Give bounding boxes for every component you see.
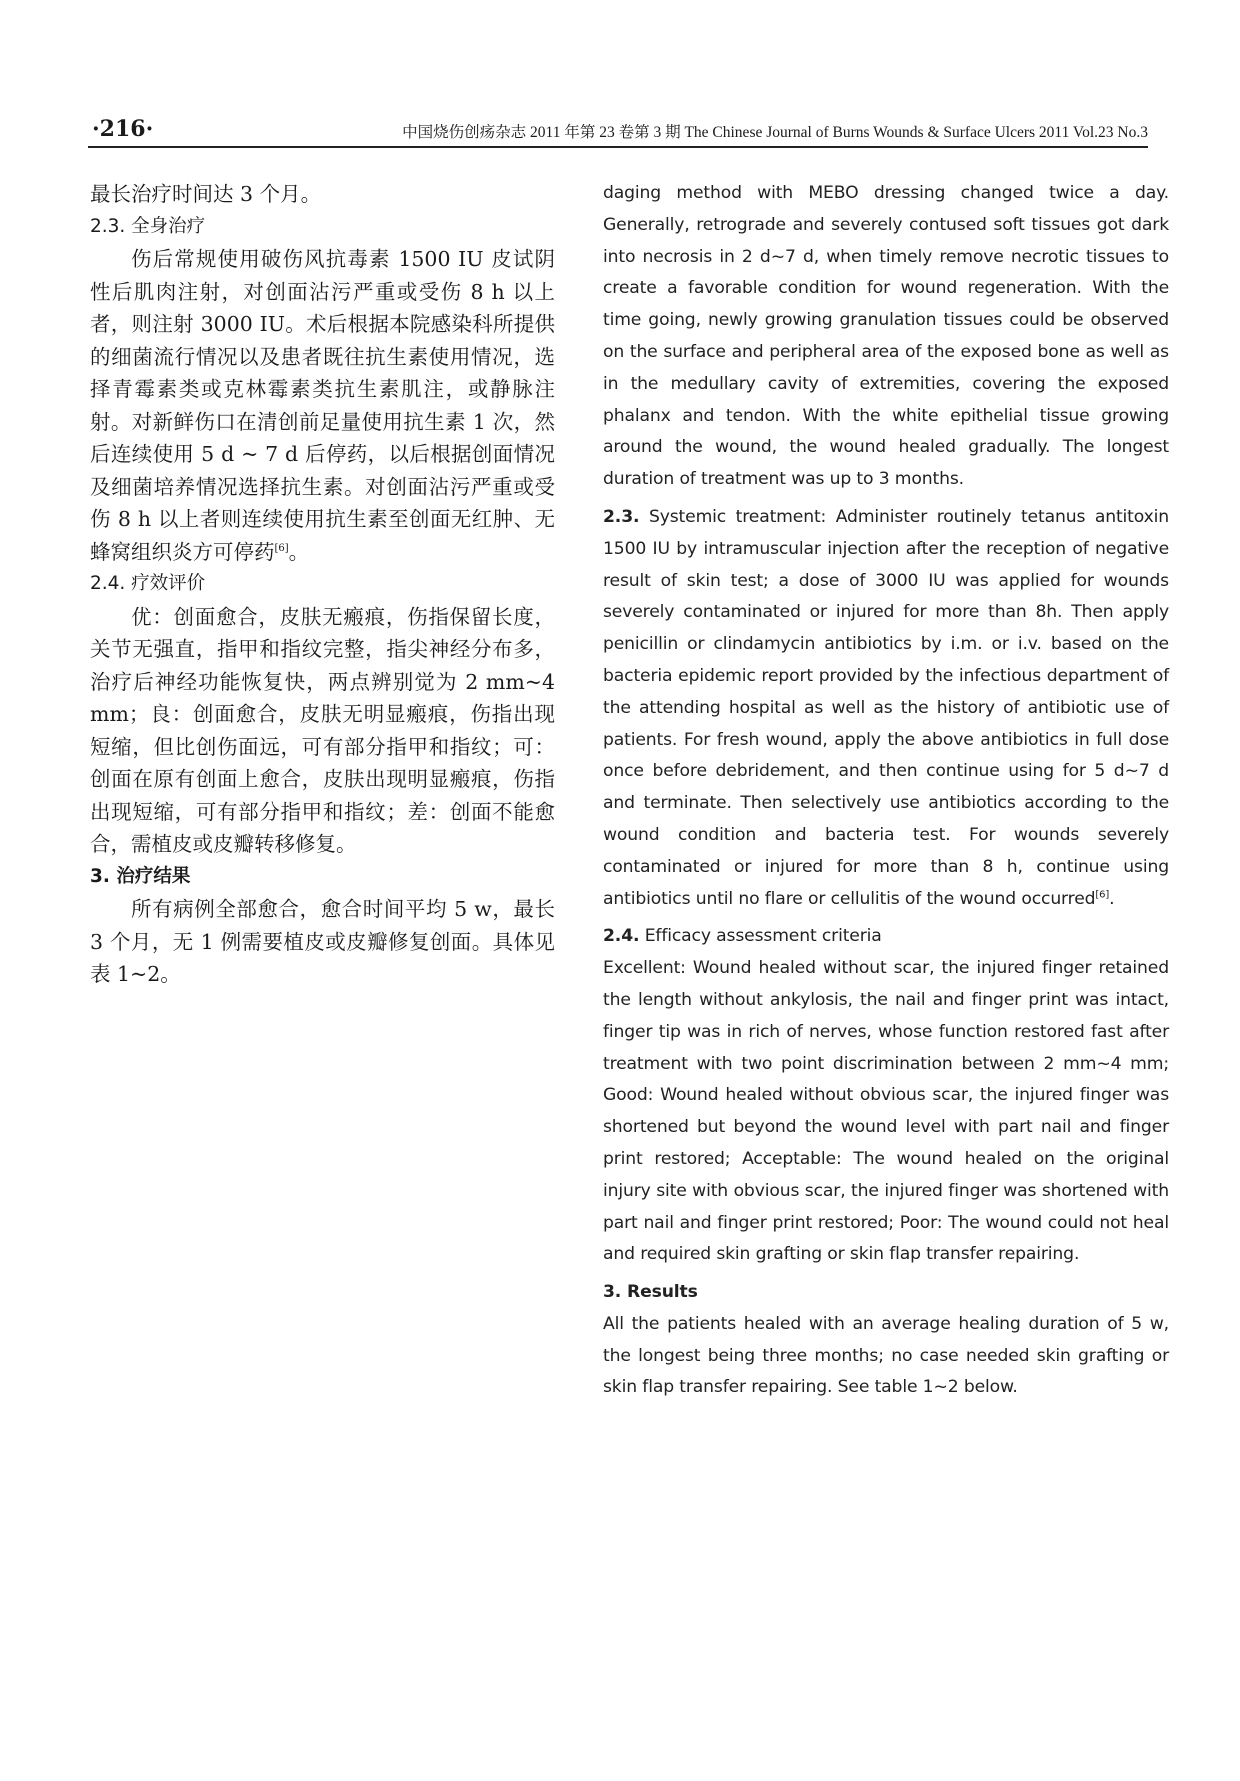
zh-paragraph-2-3 bbox=[90, 243, 555, 568]
zh-heading-2-4: 2.4. 疗效评价 bbox=[90, 573, 206, 594]
en-paragraph-2-3-text: Systemic treatment: Administer routinely tetanus antitoxin 1500 IU by intramuscular injection after the reception of negative result of skin test; a dose of 3000 IU was applied for wounds severely contaminated or injured for more than 8h. Then apply penicillin or clindamycin antibiotics by i.m. or i.v. based on the bacteria epidemic report provided by the infectious department of the attending hospital as well as the history of antibiotic use of patients. For fresh wound, apply the above antibiotics in full dose once before debridement, and then continue using for 5 d~7 d and terminate. Then selectively use antibiotics according to the wound condition and bacteria test. For wounds severely contaminated or injured for more than 8 h, continue using antibiotics until no flare or cellulitis of the wound occurred bbox=[603, 506, 1169, 909]
zh-heading-3: 3. 治疗结果 bbox=[90, 865, 191, 887]
page-number: ·216· bbox=[92, 116, 154, 142]
zh-citation[interactable]: [6] bbox=[274, 542, 289, 554]
running-head: 中国烧伤创疡杂志 2011 年第 23 卷第 3 期 The Chinese Journal of Burns Wounds & Surface Ulcers 2011 Vol.23 No.3 bbox=[402, 124, 1148, 141]
en-paragraph-continued: daging method with MEBO dressing changed twice a day. Generally, retrograde and severely contused soft tissues got dark into necrosis in 2 d~7 d, when timely remove necrotic tissues to create a favorable condition for wound regeneration. With the time going, newly growing granulation tissues could be observed on the surface and peripheral area of the exposed bone as well as in the medullary cavity of extremities, covering the exposed phalanx and tendon. With the white epithelial tissue growing around the wound, the wound healed gradually. The longest duration of treatment was up to 3 months. bbox=[603, 183, 1169, 490]
en-paragraph-2-4: Excellent: Wound healed without scar, the injured finger retained the length without ankylosis, the nail and finger print was intact, finger tip was in rich of nerves, whose function restored fast after treatment with two point discrimination between 2 mm~4 mm; Good: Wound healed without obvious scar, the injured finger was shortened but beyond the wound level with part nail and finger print restored; Acceptable: The wound healed on the original injury site with obvious scar, the injured finger was shortened with part nail and finger print restored; Poor: The wound could not heal and required skin grafting or skin flap transfer repairing. bbox=[603, 958, 1169, 1265]
en-heading-3: 3. Results bbox=[603, 1282, 698, 1303]
en-citation[interactable]: [6] bbox=[1095, 888, 1110, 900]
en-paragraph-2-3-end: . bbox=[1109, 888, 1115, 909]
zh-paragraph-2-3-text: 伤后常规使用破伤风抗毒素 1500 IU 皮试阴性后肌肉注射，对创面沾污严重或受伤 8 h 以上者，则注射 3000 IU。术后根据本院感染科所提供的细菌流行情况以及患者既往抗生素使用情况，选择青霉素类或克林霉素类抗生素肌注，或静脉注射。对新鲜伤口在清创前足量使用抗生素 1 次，然后连续使用 5 d ~ 7 d 后停药，以后根据创面情况及细菌培养情况选择抗生素。对创面沾污严重或受伤 8 h 以上者则连续使用抗生素至创面无红肿、无蜂窝组织炎方可停药 bbox=[90, 247, 555, 564]
en-paragraph-2-3 bbox=[603, 502, 1169, 915]
zh-heading-2-3: 2.3. 全身治疗 bbox=[90, 215, 206, 237]
zh-intro-line: 最长治疗时间达 3 个月。 bbox=[90, 182, 322, 206]
en-heading-2-4-title: Efficacy assessment criteria bbox=[644, 926, 882, 947]
en-paragraph-3: All the patients healed with an average healing duration of 5 w, the longest being three months; no case needed skin grafting or skin flap transfer repairing. See table 1~2 below. bbox=[603, 1313, 1169, 1398]
page-header bbox=[88, 116, 1148, 146]
chinese-column bbox=[90, 178, 555, 991]
zh-paragraph-2-4: 优：创面愈合，皮肤无瘢痕，伤指保留长度，关节无强直，指甲和指纹完整，指尖神经分布多，治疗后神经功能恢复快，两点辨别觉为 2 mm~4 mm；良：创面愈合，皮肤无明显瘢痕，伤指出现短缩，但比创伤面远，可有部分指甲和指纹；可：创面在原有创面上愈合，皮肤出现明显瘢痕，伤指出现短缩，可有部分指甲和指纹；差：创面不能愈合，需植皮或皮瓣转移修复。 bbox=[90, 604, 555, 856]
en-heading-2-4: 2.4. bbox=[603, 926, 640, 947]
header-rule bbox=[88, 146, 1148, 148]
en-heading-2-4-line bbox=[603, 921, 1169, 953]
en-heading-2-3: 2.3. bbox=[603, 506, 640, 527]
zh-paragraph-2-3-end: 。 bbox=[288, 539, 310, 564]
english-column bbox=[603, 178, 1169, 1404]
zh-paragraph-3: 所有病例全部愈合，愈合时间平均 5 w，最长 3 个月，无 1 例需要植皮或皮瓣修复创面。具体见表 1~2。 bbox=[90, 897, 555, 986]
